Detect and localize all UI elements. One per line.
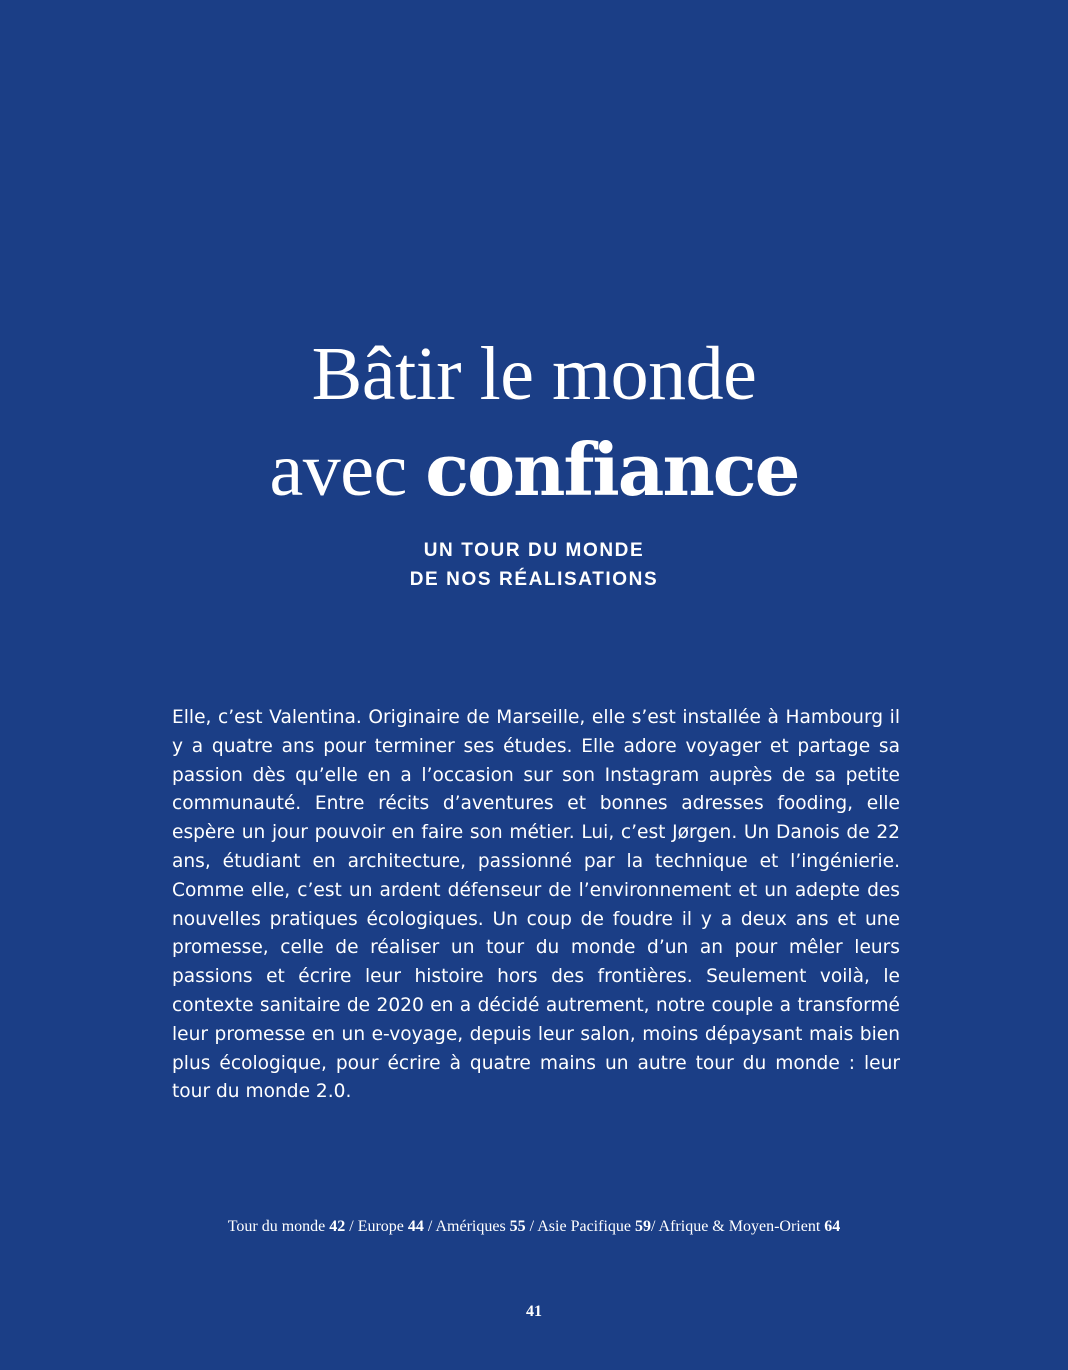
toc-separator: / [345,1218,358,1235]
subtitle-line-1: UN TOUR DU MONDE [423,540,645,561]
toc-page-number: 44 [407,1218,424,1235]
toc-item-europe[interactable]: Europe 44 [357,1218,424,1235]
toc-separator: / [525,1218,538,1235]
table-of-contents [0,1215,1068,1239]
toc-item-ameriques[interactable]: Amériques 55 [435,1218,526,1235]
body-paragraph: Elle, c’est Valentina. Originaire de Marseille, elle s’est installée à Hambourg il y a quatre ans pour terminer ses études. Elle adore voyager et partage sa passion dès qu’elle en a l’occasion sur son Instagram auprès de sa petite communauté. Entre récits d’aventures et bonnes adresses fooding, elle espère un jour pouvoir en faire son métier. Lui, c’est Jørgen. Un Danois de 22 ans, étudiant en architecture, passionné par la technique et l’ingénierie. Comme elle, c’est un ardent défenseur de l’environnement et un adepte des nouvelles pratiques écologiques. Un coup de foudre il y a deux ans et une promesse, celle de réaliser un tour du monde d’un an pour mêler leurs passions et écrire leur histoire hors des frontières. Seulement voilà, le contexte sanitaire de 2020 en a décidé autrement, notre couple a transformé leur promesse en un e-voyage, depuis leur salon, moins dépaysant mais bien plus écologique, pour écrire à quatre mains un autre tour du monde : leur tour du monde 2.0. [172,707,900,1103]
title-line-1: Bâtir le monde [311,332,757,416]
toc-item-tour-du-monde[interactable]: Tour du monde 42 [227,1218,346,1235]
toc-item-afrique-moyen-orient[interactable]: Afrique & Moyen-Orient 64 [658,1218,841,1235]
toc-separator: / [423,1218,436,1235]
page-title [0,326,1068,518]
page-number: 41 [526,1303,542,1320]
toc-page-number: 64 [824,1218,841,1235]
subtitle-line-2: DE NOS RÉALISATIONS [409,569,659,590]
toc-item-asie-pacifique[interactable]: Asie Pacifique 59 [537,1218,651,1235]
title-bold-word: confiance [425,427,799,512]
toc-page-number: 55 [509,1218,526,1235]
toc-page-number: 59 [634,1218,651,1235]
toc-page-number: 42 [329,1218,346,1235]
subtitle [0,536,1068,594]
title-line-2 [0,422,1068,518]
title-regular-part: avec [269,428,426,512]
toc-separator: / [650,1218,659,1235]
